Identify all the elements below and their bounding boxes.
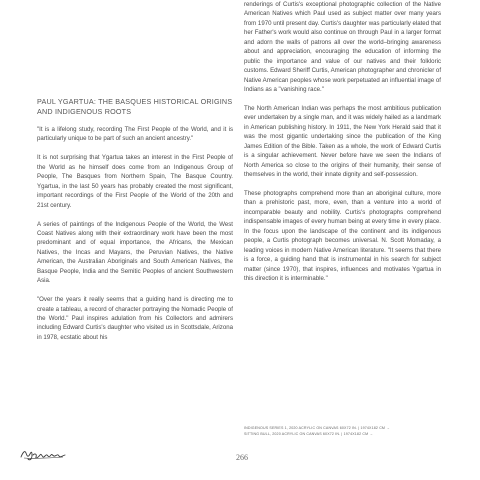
- article-heading-line-2: AND INDIGENOUS ROOTS: [37, 107, 132, 116]
- caption-line: INDIGENOUS SERIES 1, 2020 ACRYLIC ON CANVAS 60X72 IN. | 1974X182 CM →: [244, 426, 390, 430]
- article-heading-line-1: PAUL YGARTUA: THE BASQUES HISTORICAL ORIGINS: [37, 97, 233, 106]
- quote-paragraph: "It is a lifelong study, recording The First People of the World, and it is particularly unique to be part of such an ancient ancestry.": [37, 126, 233, 143]
- article-heading: [37, 97, 233, 117]
- body-paragraph: A series of paintings of the Indigenous People of the World, the West Coast Natives along with their extraordinary work have been the most predominant and of equal importance, the Africans, the Mexican Natives, the Incas and Mayans, the Peruvian Natives, the Native American, the Australian Aboriginals and South American Natives, the Basque People, India and the Semitic Peoples of ancient Southwestern Asia.: [37, 220, 233, 285]
- body-paragraph: The North American Indian was perhaps the most ambitious publication ever undertaken by a single man, and it was widely hailed as a landmark in American publishing history. In 1911, the New York Herald said that it was the most gigantic undertaking since the publication of the King James Edition of the Bible. Taken as a whole, the work of Edward Curtis is a singular achievement. Never before have we seen the Indians of North America so close to the origins of their humanity, their sense of themselves in the world, their innate dignity and self-possession.: [244, 104, 441, 179]
- body-paragraph: These photographs comprehend more than an aboriginal culture, more than a prehistoric past, more, even, than a venture into a world of incomparable beauty and nobility. Curtis's photographs comprehend indispensable images of every human being at every time in every place. In the focus upon the landscape of the continent and its indigenous people, a Curtis photograph becomes universal. N. Scott Momaday, a leading voices in modern Native American literature. "It seems that there is a force, a guiding hand that is instrumental in his search for subject matter (since 1970), that inspires, influences and motivates Ygartua in this direction it is interminable.": [244, 190, 441, 283]
- right-column: [244, 0, 441, 293]
- body-paragraph: It is not surprising that Ygartua takes an interest in the First People of the World as he himself does come from an Indigenous Group of People, The Basques from Northern Spain, The Basque Country. Ygartua, in the last 50 years has probably created the most significant, important recordings of the First People of the World of the 20th and 21st century.: [37, 154, 233, 209]
- body-paragraph: renderings of Curtis's exceptional photographic collection of the Native American Natives which Paul used as subject matter over many years from 1970 until present day. Curtis's daughter was particularly elated that her Father's work would also continue on through Paul in a larger format and adorn the walls of patrons all over the world–bringing awareness about and appreciation, encouraging the education of informing the public the importance and value of our natives and their folkloric customs. Edward Sheriff Curtis, American photographer and chronicler of Native American peoples whose work perpetuated an influential image of Indians as a "vanishing race.": [244, 1, 442, 94]
- page-number: 266: [236, 453, 248, 462]
- artwork-captions: [244, 425, 390, 437]
- caption-line: SITTING BULL, 2020 ACRYLIC ON CANVAS 60X72 IN. | 1974X182 CM →: [244, 432, 374, 437]
- signature-icon: [19, 446, 67, 462]
- left-column: [37, 97, 233, 352]
- body-paragraph: "Over the years it really seems that a guiding hand is directing me to create a tableau, a record of character portraying the Nomadic People of the World." Paul inspires adulation from his Collectors and admirers including Edward Curtis's daughter who visited us in Scottsdale, Arizona in 1978, ecstatic about his: [37, 296, 233, 341]
